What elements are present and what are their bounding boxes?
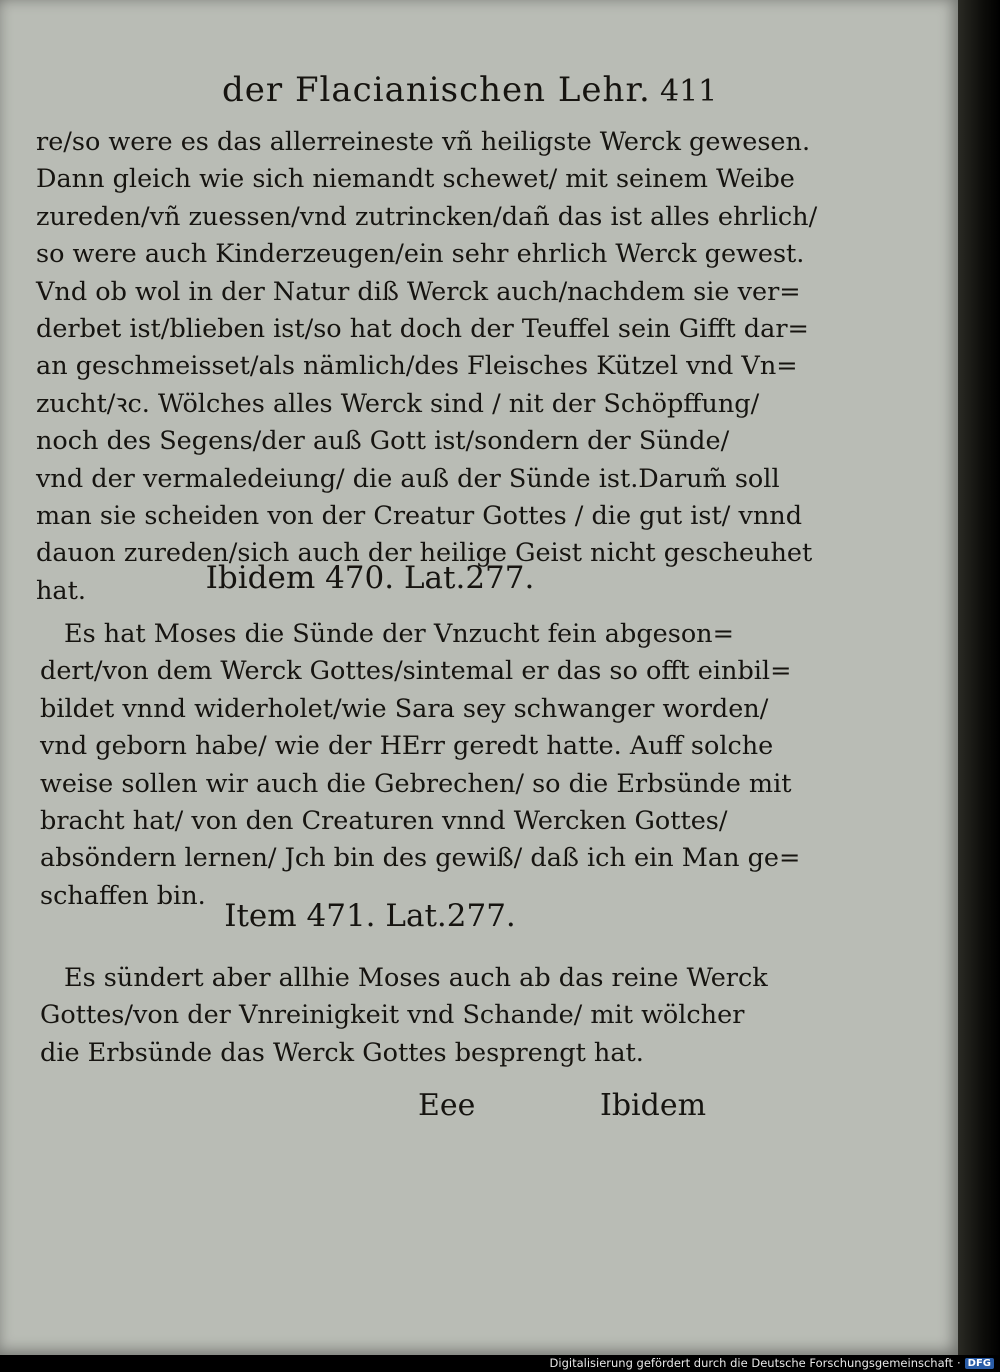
separator-dot: · <box>957 1356 961 1370</box>
text-line: weise sollen wir auch die Gebrechen/ so die Erbsünde mit <box>40 768 792 799</box>
text-line: derbet ist/blieben ist/so hat doch der Teuffel sein Gifft dar= <box>36 314 809 345</box>
section-heading-ibidem: Ibidem 470. Lat.277. <box>205 560 535 596</box>
paragraph-1 <box>36 124 818 610</box>
page-edge-shadow <box>958 0 1000 1355</box>
text-line: Vnd ob wol in der Natur diß Werck auch/nachdem sie ver= <box>36 276 801 307</box>
signature-mark: Eee <box>418 1088 476 1123</box>
text-line: vnd geborn habe/ wie der HErr geredt hatte. Auff solche <box>40 731 774 762</box>
funding-acknowledgement <box>550 1356 994 1370</box>
text-line: bildet vnnd widerholet/wie Sara sey schwanger worden/ <box>40 693 769 724</box>
paragraph-2 <box>40 616 801 915</box>
text-line: Gottes/von der Vnreinigkeit vnd Schande/ mit wölcher <box>40 1000 745 1031</box>
text-line: Dann gleich wie sich niemandt schewet/ mit seinem Weibe <box>36 164 795 195</box>
text-line: dauon zureden/sich auch der heilige Geist nicht gescheuhet <box>36 538 813 569</box>
text-line: an geschmeisset/als nämlich/des Fleisches Kützel vnd Vn= <box>36 351 798 382</box>
text-line: die Erbsünde das Werck Gottes besprengt hat. <box>40 1037 644 1068</box>
text-line: Es hat Moses die Sünde der Vnzucht fein abgeson= <box>64 619 734 649</box>
text-line: zureden/vñ zuessen/vnd zutrincken/dañ das ist alles ehrlich/ <box>36 201 818 232</box>
acknowledgement-text: Digitalisierung gefördert durch die Deutsche Forschungsgemeinschaft <box>549 1356 953 1370</box>
text-line: bracht hat/ von den Creaturen vnnd Wercken Gottes/ <box>40 806 728 837</box>
text-line: man sie scheiden von der Creatur Gottes / die gut ist/ vnnd <box>36 501 803 532</box>
dfg-logo-icon: DFG <box>965 1358 994 1369</box>
running-head: der Flacianischen Lehr. <box>222 70 651 110</box>
text-line: re/so were es das allerreineste vñ heiligste Werck gewesen. <box>36 127 811 157</box>
text-line: vnd der vermaledeiung/ die auß der Sünde ist.Darum̃ soll <box>36 463 780 494</box>
text-line: schaffen bin. <box>40 880 206 911</box>
text-line: hat. <box>36 575 86 606</box>
text-line: absöndern lernen/ Jch bin des gewiß/ daß ich ein Man ge= <box>40 843 801 874</box>
catchword: Ibidem <box>600 1088 707 1123</box>
section-heading-item: Item 471. Lat.277. <box>224 898 516 934</box>
text-line: so were auch Kinderzeugen/ein sehr ehrlich Werck gewest. <box>36 239 805 270</box>
text-line: noch des Segens/der auß Gott ist/sondern der Sünde/ <box>36 426 730 457</box>
text-line: dert/von dem Werck Gottes/sintemal er das so offt einbil= <box>40 656 792 687</box>
text-line: zucht/ꝛc. Wölches alles Werck sind / nit der Schöpffung/ <box>36 388 760 419</box>
page-number: 411 <box>660 74 718 109</box>
paragraph-3 <box>40 960 768 1072</box>
text-line: Es sündert aber allhie Moses auch ab das reine Werck <box>64 963 768 993</box>
